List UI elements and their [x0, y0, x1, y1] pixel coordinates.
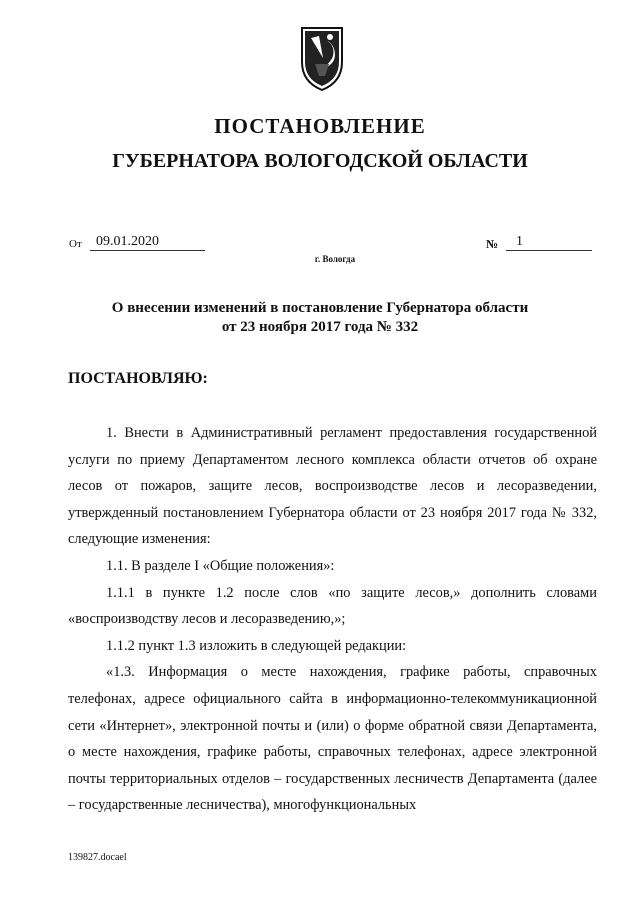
paragraph: 1.1.1 в пункте 1.2 после слов «по защите лесов,» дополнить словами «воспроизводству лесов и лесоразведению,»;	[68, 584, 597, 628]
paragraph: 1. Внести в Административный регламент предоставления государственной услуги по приему Департаментом лесного комплекса области отчетов об охране лесов от пожаров, защите лесов, воспроизводстве лесов и лесоразведении, утвержденный постановлением Губернатора области от 23 ноября 2017 года № 332, следующие изменения:	[68, 425, 597, 548]
document-title: ПОСТАНОВЛЕНИЕ	[214, 114, 426, 138]
subject-line-1: О внесении изменений в постановление Губернатора области	[111, 300, 529, 316]
decree-heading: ПОСТАНОВЛЯЮ:	[68, 370, 208, 387]
date-prefix: От	[69, 238, 82, 250]
paragraph: 1.1. В разделе I «Общие положения»:	[106, 557, 335, 574]
document-subject	[60, 299, 580, 337]
paragraph: «1.3. Информация о месте нахождения, графике работы, справочных телефонах, адресе официального сайта в информационно-телекоммуникационной сети «Интернет», электронной почты и (или) о форме обратной связи Департамента, о месте нахождения, графике работы, справочных телефонах, адресе электронной почты территориальных отделов – государственных лесничеств Департамента (далее – государственные лесничества), многофункциональных	[68, 664, 597, 814]
document-body	[68, 420, 597, 819]
paragraph: 1.1.2 пункт 1.3 изложить в следующей редакции:	[106, 637, 407, 654]
coat-of-arms-icon	[297, 24, 347, 92]
document-subtitle: ГУБЕРНАТОРА ВОЛОГОДСКОЙ ОБЛАСТИ	[112, 150, 528, 172]
footer-file-name: 139827.docael	[68, 852, 127, 863]
document-city: г. Вологда	[314, 254, 356, 264]
document-date: 09.01.2020	[90, 233, 205, 251]
document-number: 1	[506, 233, 592, 251]
subject-line-2: от 23 ноября 2017 года № 332	[221, 319, 419, 335]
number-prefix: №	[486, 237, 499, 251]
